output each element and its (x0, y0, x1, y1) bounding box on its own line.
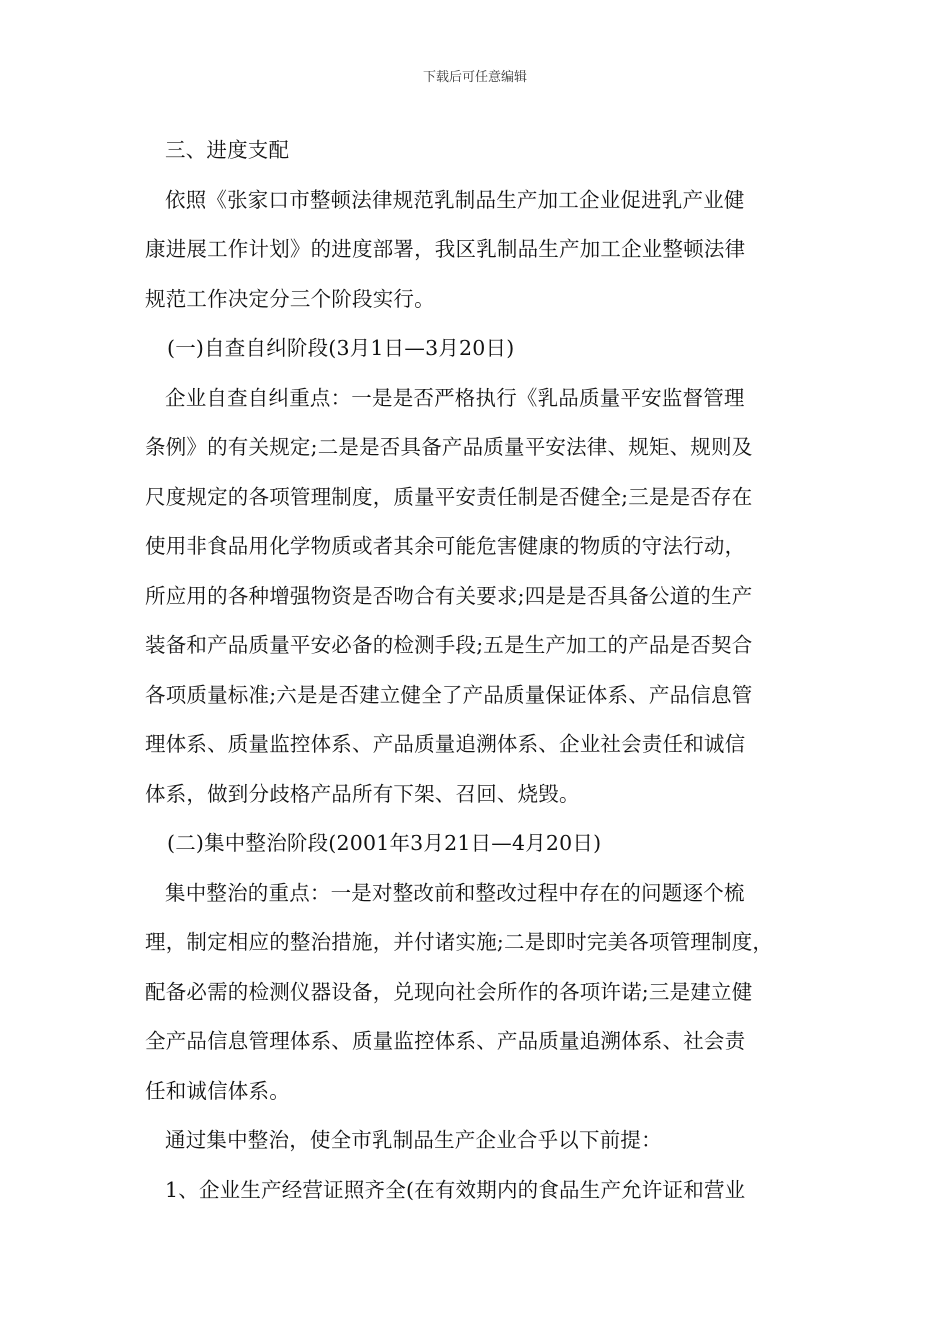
paragraph-line: 依照《张家口市整顿法律规范乳制品生产加工企业促进乳产业健 (165, 187, 745, 212)
paragraph-line: 体系，做到分歧格产品所有下架、召回、烧毁。 (145, 781, 580, 806)
paragraph-line: 规范工作决定分三个阶段实行。 (145, 286, 435, 311)
paragraph-line: 条例》的有关规定;二是是否具备产品质量平安法律、规矩、规则及 (145, 435, 753, 459)
document-body (145, 126, 817, 1215)
paragraph-line: 康进展工作计划》的进度部署，我区乳制品生产加工企业整顿法律 (145, 237, 746, 261)
paragraph-line: 各项质量标准;六是是否建立健全了产品质量保证体系、产品信息管 (145, 682, 753, 707)
header-note: 下载后可任意编辑 (422, 70, 527, 85)
paragraph-line: 所应用的各种增强物资是否吻合有关要求;四是是否具备公道的生产 (145, 583, 753, 608)
paragraph-line: 集中整治的重点：一是对整改前和整改过程中存在的问题逐个梳 (165, 880, 745, 905)
paragraph-line: 理体系、质量监控体系、产品质量追溯体系、企业社会责任和诚信 (145, 732, 746, 756)
subsection-heading: (一)自查自纠阶段(3月1日—3月20日) (167, 336, 515, 360)
paragraph-line: 尺度规定的各项管理制度，质量平安责任制是否健全;三是是否存在 (145, 484, 753, 509)
paragraph-line: 任和诚信体系。 (145, 1078, 290, 1103)
paragraph-line: 装备和产品质量平安必备的检测手段;五是生产加工的产品是否契合 (145, 633, 753, 657)
paragraph-line: 企业自查自纠重点：一是是否严格执行《乳品质量平安监督管理 (165, 385, 745, 410)
paragraph-line: 配备必需的检测仪器设备，兑现向社会所作的各项许诺;三是建立健 (145, 979, 753, 1004)
section-heading: 三、进度支配 (165, 138, 290, 162)
paragraph-line: 全产品信息管理体系、质量监控体系、产品质量追溯体系、社会责 (145, 1029, 746, 1053)
subsection-heading: (二)集中整治阶段(2001年3月21日—4月20日) (167, 831, 602, 855)
paragraph-line: 使用非食品用化学物质或者其余可能危害健康的物质的守法行动， (145, 534, 746, 558)
list-item: 1、企业生产经营证照齐全(在有效期内的食品生产允许证和营业 (165, 1177, 746, 1202)
paragraph-line: 理，制定相应的整治措施，并付诸实施;二是即时完美各项管理制度， (145, 930, 774, 954)
paragraph-line: 通过集中整治，使全市乳制品生产企业合乎以下前提： (165, 1128, 662, 1152)
